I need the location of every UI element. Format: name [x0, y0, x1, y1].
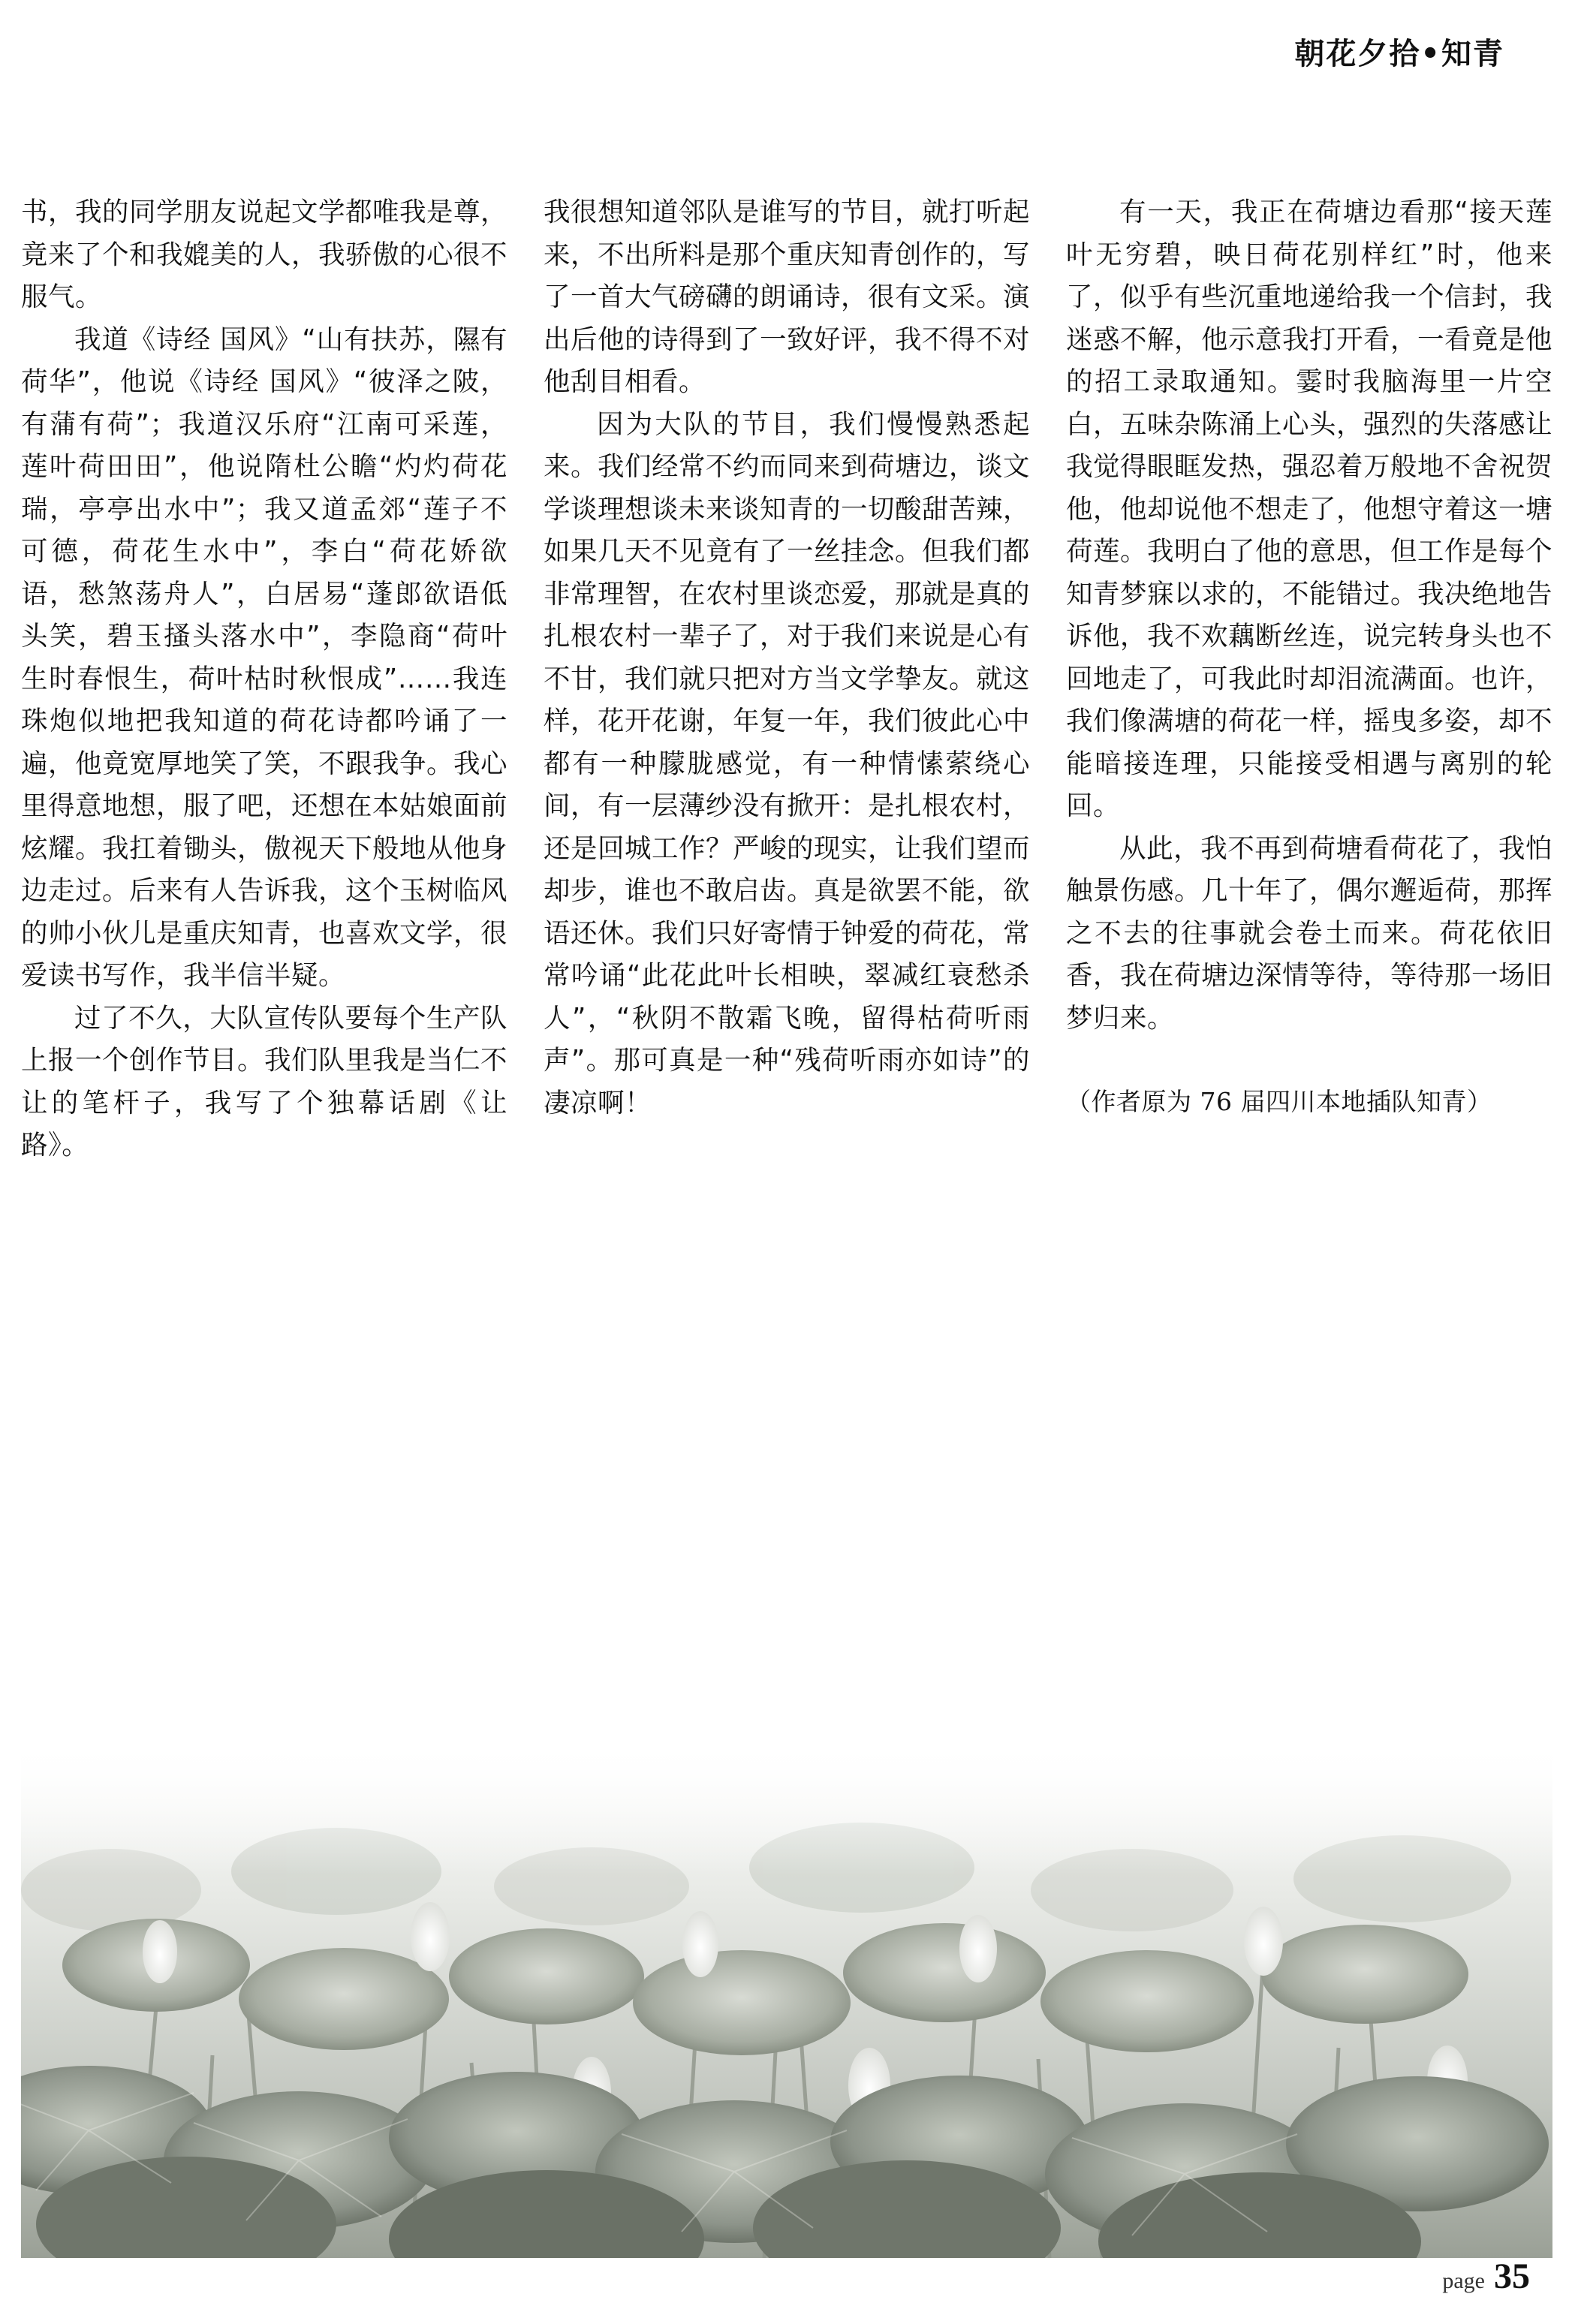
article-columns: [21, 191, 1552, 1167]
article-column-3: [1066, 191, 1552, 1167]
page-number: 35: [1494, 2256, 1530, 2296]
page-footer: [1442, 2256, 1530, 2297]
paragraph: 从此，我不再到荷塘看荷花了，我怕触景伤感。几十年了，偶尔邂逅荷，那挥之不去的往事就会卷土而来。荷花依旧香，我在荷塘边深情等待，等待那一场旧梦归来。: [1066, 832, 1553, 1034]
author-attribution: （作者原为 76 届四川本地插队知青）: [1066, 1087, 1492, 1116]
article-column-1: [21, 191, 507, 1167]
header-title: 朝花夕拾•知青: [1294, 37, 1504, 71]
page-header: [1294, 30, 1504, 73]
paragraph: 因为大队的节目，我们慢慢熟悉起来。我们经常不约而同来到荷塘边，谈文学谈理想谈未来谈知青的一切酸甜苦辣，如果几天不见竟有了一丝挂念。但我们都非常理智，在农村里谈恋爱，那就是真的扎根农村一辈子了，对于我们来说是心有不甘，我们就只把对方当文学挚友。就这样，花开花谢，年复一年，我们彼此心中都有一种朦胧感觉，有一种情愫萦绕心间，有一层薄纱没有掀开：是扎根农村，还是回城工作？严峻的现实，让我们望而却步，谁也不敢启齿。真是欲罢不能，欲语还休。我们只好寄情于钟爱的荷花，常常吟诵“此花此叶长相映，翠减红衰愁杀人”，“秋阴不散霜飞晚，留得枯荷听雨声”。那可真是一种“残荷听雨亦如诗”的凄凉啊！: [544, 408, 1031, 1118]
footer-label: page: [1442, 2268, 1485, 2293]
paragraph: 书，我的同学朋友说起文学都唯我是尊，竟来了个和我媲美的人，我骄傲的心很不服气。: [21, 197, 508, 312]
paragraph: 我道《诗经 国风》“山有扶苏，隰有荷华”，他说《诗经 国风》“彼泽之陂，有蒲有荷”；我道汉乐府“江南可采莲，莲叶荷田田”，他说隋杜公瞻“灼灼荷花瑞，亭亭出水中”；我又道孟郊“莲子不可德，荷花生水中”，李白“荷花娇欲语，愁煞荡舟人”，白居易“蓬郎欲语低头笑，碧玉搔头落水中”，李隐商“荷叶生时春恨生，荷叶枯时秋恨成”……我连珠炮似地把我知道的荷花诗都吟诵了一遍，他竟宽厚地笑了笑，不跟我争。我心里得意地想，服了吧，还想在本姑娘面前炫耀。我扛着锄头，傲视天下般地从他身边走过。后来有人告诉我，这个玉树临风的帅小伙儿是重庆知青，也喜欢文学，很爱读书写作，我半信半疑。: [21, 324, 508, 991]
article-column-2: [544, 191, 1030, 1167]
paragraph: 我很想知道邻队是谁写的节目，就打听起来，不出所料是那个重庆知青创作的，写了一首大气磅礴的朗诵诗，很有文采。演出后他的诗得到了一致好评，我不得不对他刮目相看。: [544, 197, 1031, 397]
paragraph: 过了不久，大队宣传队要每个生产队上报一个创作节目。我们队里我是当仁不让的笔杆子，我写了个独幕话剧《让路》。: [21, 1002, 508, 1160]
lotus-pond-photo: [21, 1740, 1552, 2258]
paragraph: 有一天，我正在荷塘边看那“接天莲叶无穷碧，映日荷花别样红”时，他来了，似乎有些沉重地递给我一个信封，我迷惑不解，他示意我打开看，一看竟是他的招工录取通知。霎时我脑海里一片空白，五味杂陈涌上心头，强烈的失落感让我觉得眼眶发热，强忍着万般地不舍祝贺他，他却说他不想走了，他想守着这一塘荷莲。我明白了他的意思，但工作是每个知青梦寐以求的，不能错过。我决绝地告诉他，我不欢藕断丝连，说完转身头也不回地走了，可我此时却泪流满面。也许，我们像满塘的荷花一样，摇曳多姿，却不能暗接连理，只能接受相遇与离别的轮回。: [1066, 197, 1553, 821]
